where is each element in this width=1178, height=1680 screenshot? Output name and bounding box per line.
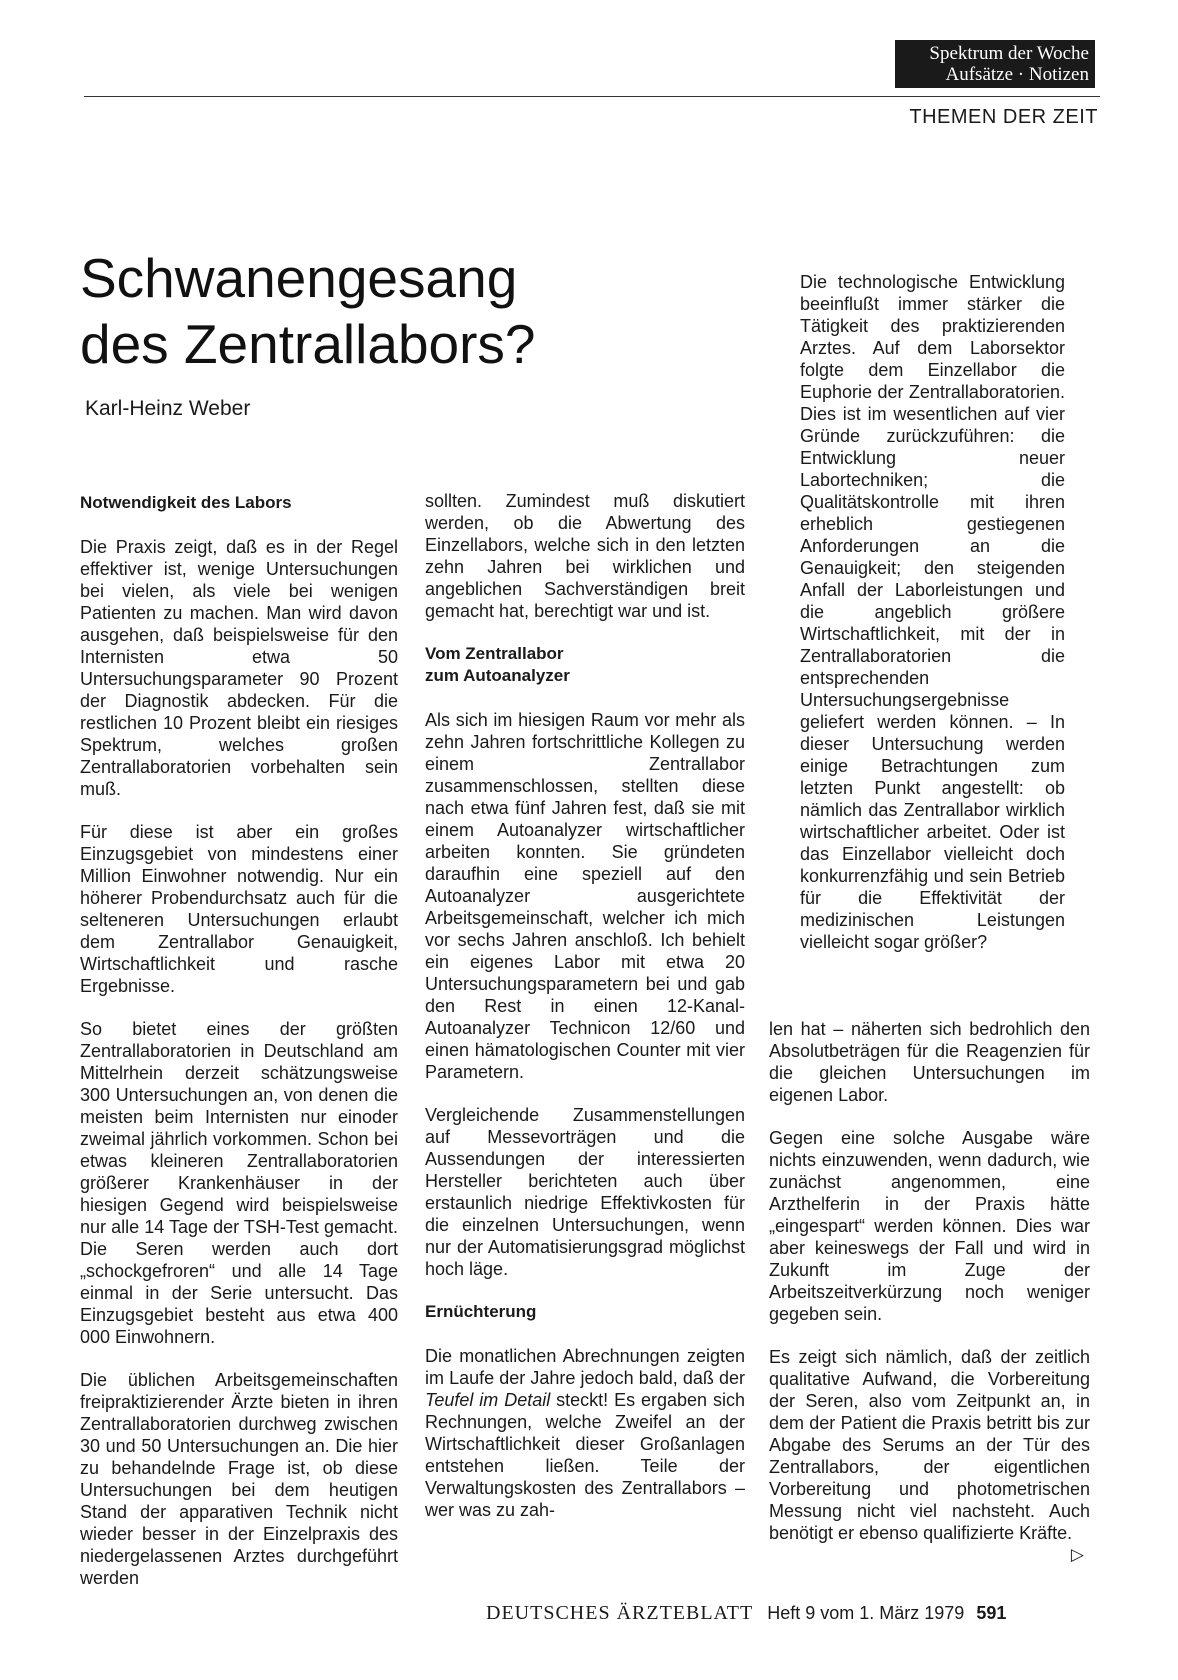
column-1 xyxy=(80,492,398,1610)
heading-line-1: Vom Zentrallabor xyxy=(425,644,564,663)
paragraph: Die üblichen Arbeitsgemeinschaften freipraktizierender Ärzte bieten in ihren Zentrallaboratorien durchweg zwischen 30 und 50 Untersuchungen an. Die hier zu behandelnde Frage ist, ob diese Untersuchungen bei dem heutigen Stand der apparativen Technik nicht wieder besser in der Einzelpraxis des niedergelassenen Arztes durchgeführt werden xyxy=(80,1370,398,1588)
paragraph: Vergleichende Zusammenstellungen auf Messevorträgen und die Aussendungen der interessierten Hersteller berichteten auch über erstaunlich niedrige Effektivkosten für die einzelnen Untersuchungen, wenn nur der Automatisierungsgrad möglichst hoch läge. xyxy=(425,1105,745,1279)
paragraph: len hat – näherten sich bedrohlich den Absolutbeträgen für die Reagenzien für die gleichen Untersuchungen im eigenen Labor. xyxy=(769,1019,1090,1105)
author-byline: Karl-Heinz Weber xyxy=(85,397,251,420)
heading-notwendigkeit: Notwendigkeit des Labors xyxy=(80,493,292,512)
article-title xyxy=(80,245,536,377)
page-number: 591 xyxy=(976,1603,1007,1623)
badge-line-1: Spektrum der Woche xyxy=(929,43,1089,64)
text-run: Die monatlichen Abrechnungen zeigten im Laufe der Jahre jedoch bald, daß der xyxy=(425,1346,745,1388)
heading-zentrallabor xyxy=(425,643,745,687)
paragraph xyxy=(769,1346,1090,1564)
journal-name: DEUTSCHES ÄRZTEBLATT xyxy=(486,1602,754,1624)
paragraph: Die Praxis zeigt, daß es in der Regel effektiver ist, wenige Untersuchungen bei vielen, als viele bei wenigen Patienten zu machen. Man wird davon ausgehen, daß beispielsweise für den Internisten etwa 50 Untersuchungsparameter 90 Prozent der Diagnostik abdecken. Für die restlichen 10 Prozent bleibt ein riesiges Spektrum, welches großen Zentrallaboratorien vorbehalten sein muß. xyxy=(80,537,398,799)
issue-info: Heft 9 vom 1. März 1979 xyxy=(767,1603,965,1623)
section-badge xyxy=(895,40,1095,88)
intro-paragraph: Die technologische Entwicklung beeinflußt immer stärker die Tätigkeit des praktizierenden Arztes. Auf dem Laborsektor folgte dem Einzellabor die Euphorie der Zentrallaboratorien. Dies ist im wesentlichen auf vier Gründe zurückzuführen: die Entwicklung neuer Labortechniken; die Qualitätskontrolle mit ihren erheblich gestiegenen Anforderungen an die Genauigkeit; den steigenden Anfall der Laborleistungen und die angeblich größere Wirtschaftlichkeit, mit der in Zentrallaboratorien die entsprechenden Untersuchungsergebnisse geliefert werden können. – In dieser Untersuchung werden einige Betrachtungen zum letzten Punkt angestellt: ob nämlich das Zentrallabor wirklich wirtschaftlicher arbeitet. Oder ist das Einzellabor vielleicht doch konkurrenzfähig und sein Betrieb für die Effektivität der medizinischen Leistungen vielleicht sogar größer? xyxy=(800,272,1065,952)
paragraph xyxy=(425,1345,745,1521)
paragraph: Als sich im hiesigen Raum vor mehr als zehn Jahren fortschrittliche Kollegen zu einem Zentrallabor zusammenschlossen, stellten diese nach etwa fünf Jahren fest, daß sie mit einem Autoanalyzer wirtschaftlicher arbeiten konnten. Sie gründeten daraufhin eine speziell auf den Autoanalyzer ausgerichtete Arbeitsgemeinschaft, welcher ich mich vor sechs Jahren anschloß. Ich behielt ein eigenes Labor mit etwa 20 Untersuchungsparametern bei und gab den Rest in einen 12-Kanal-Autoanalyzer Technicon 12/60 und einen hämatologischen Counter mit vier Parametern. xyxy=(425,710,745,1082)
title-line-2: des Zentrallabors? xyxy=(80,313,536,375)
paragraph: Für diese ist aber ein großes Einzugsgebiet von mindestens einer Million Einwohner notwendig. Nur ein höherer Probendurchsatz auch für die selteneren Untersuchungen erlaubt dem Zentrallabor Genauigkeit, Wirtschaftlichkeit und rasche Ergebnisse. xyxy=(80,822,398,996)
heading-line-2: zum Autoanalyzer xyxy=(425,666,570,685)
heading-ernuechterung: Ernüchterung xyxy=(425,1302,537,1321)
text-run: Es zeigt sich nämlich, daß der zeitlich qualitative Aufwand, die Vorbereitung der Seren, also vom Zeitpunkt an, in dem der Patient die Praxis betritt bis zur Abgabe des Serums an der Tür des Zentrallabors, der eigentlichen Vorbereitung und photometrischen Messung nicht viel nachsteht. Auch benötigt er ebenso qualifizierte Kräfte. xyxy=(769,1347,1090,1543)
header-rule xyxy=(84,96,1100,97)
badge-line-2: Aufsätze · Notizen xyxy=(945,64,1089,85)
footer xyxy=(486,1602,1006,1625)
paragraph: So bietet eines der größten Zentrallaboratorien in Deutschland am Mittelrhein derzeit schätzungsweise 300 Untersuchungen an, von denen die meisten beim Internisten nur einoder zweimal jährlich vorkommen. Schon bei etwas kleineren Zentrallaboratorien größerer Krankenhäuser in der hiesigen Gegend wird beispielsweise nur alle 14 Tage der TSH-Test gemacht. Die Seren werden auch dort „schockgefroren“ und alle 14 Tage einmal in der Serie untersucht. Das Einzugsgebiet besteht aus etwa 400 000 Einwohnern. xyxy=(80,1019,398,1347)
emphasis: Teufel im Detail xyxy=(425,1390,551,1410)
column-3 xyxy=(769,1018,1090,1566)
text-run: steckt! Es ergaben sich Rechnungen, welche Zweifel an der Wirtschaftlichkeit dieser Großanlagen entstehen ließen. Teile der Verwaltungskosten des Zentrallabors – wer was zu zah- xyxy=(425,1390,746,1520)
intro-abstract xyxy=(800,271,1065,974)
section-label: THEMEN DER ZEIT xyxy=(909,106,1098,128)
column-2 xyxy=(425,490,745,1542)
paragraph: Gegen eine solche Ausgabe wäre nichts einzuwenden, wenn dadurch, wie zunächst angenommen, eine Arzthelferin in der Praxis hätte „eingespart“ werden können. Dies war aber keineswegs der Fall und wird in Zukunft im Zuge der Arbeitszeitverkürzung noch weniger gegeben sein. xyxy=(769,1128,1090,1324)
title-line-1: Schwanengesang xyxy=(80,247,518,309)
continue-arrow-icon: ▷ xyxy=(1070,1545,1084,1564)
paragraph: sollten. Zumindest muß diskutiert werden, ob die Abwertung des Einzellabors, welche sich in den letzten zehn Jahren bei wirklichen und angeblichen Sachverständigen breit gemacht hat, berechtigt war und ist. xyxy=(425,491,745,621)
